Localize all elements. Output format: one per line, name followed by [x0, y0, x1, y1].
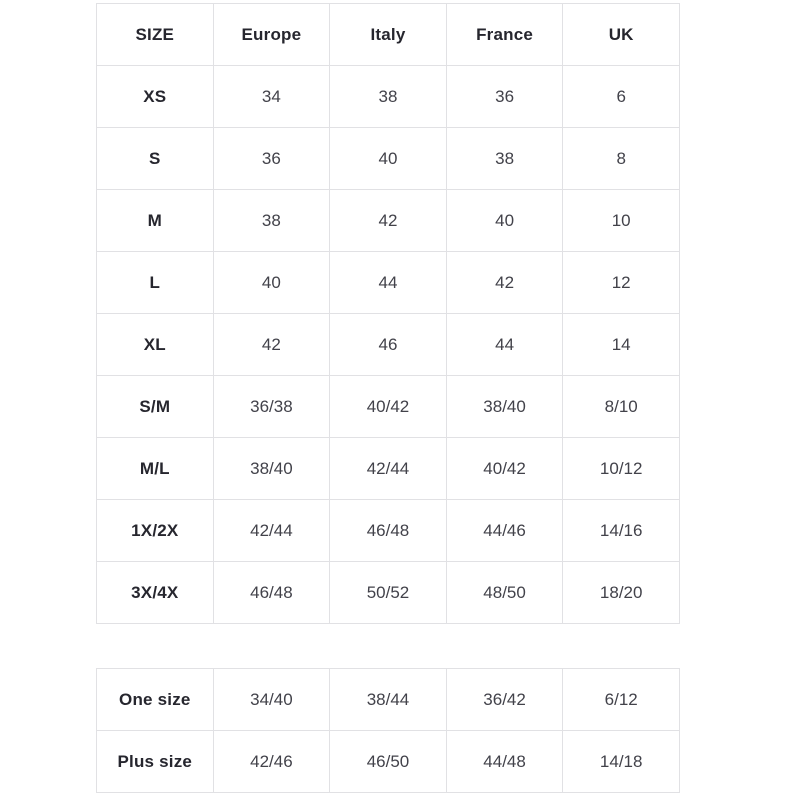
france-value: 40/42 — [446, 438, 563, 500]
table-row — [97, 252, 680, 314]
italy-value: 40/42 — [330, 376, 447, 438]
europe-value: 36 — [213, 128, 330, 190]
table-row — [97, 669, 680, 731]
table-row — [97, 314, 680, 376]
europe-value: 34/40 — [213, 669, 330, 731]
uk-value: 6 — [563, 66, 680, 128]
size-label: XS — [97, 66, 214, 128]
uk-value: 14 — [563, 314, 680, 376]
size-label: M/L — [97, 438, 214, 500]
france-value: 42 — [446, 252, 563, 314]
italy-value: 40 — [330, 128, 447, 190]
size-label: S/M — [97, 376, 214, 438]
column-header-europe: Europe — [213, 4, 330, 66]
table-row — [97, 731, 680, 793]
uk-value: 8 — [563, 128, 680, 190]
size-table — [96, 3, 680, 624]
uk-value: 18/20 — [563, 562, 680, 624]
size-label: XL — [97, 314, 214, 376]
europe-value: 42/44 — [213, 500, 330, 562]
size-label: Plus size — [97, 731, 214, 793]
italy-value: 50/52 — [330, 562, 447, 624]
italy-value: 44 — [330, 252, 447, 314]
table-row — [97, 128, 680, 190]
column-header-size: SIZE — [97, 4, 214, 66]
europe-value: 42/46 — [213, 731, 330, 793]
italy-value: 42/44 — [330, 438, 447, 500]
uk-value: 10/12 — [563, 438, 680, 500]
europe-value: 46/48 — [213, 562, 330, 624]
table-row — [97, 438, 680, 500]
header-row — [97, 4, 680, 66]
france-value: 36/42 — [446, 669, 563, 731]
europe-value: 42 — [213, 314, 330, 376]
uk-value: 8/10 — [563, 376, 680, 438]
table-row — [97, 376, 680, 438]
size-label: M — [97, 190, 214, 252]
size-label: S — [97, 128, 214, 190]
italy-value: 46/48 — [330, 500, 447, 562]
france-value: 44 — [446, 314, 563, 376]
uk-value: 14/18 — [563, 731, 680, 793]
uk-value: 10 — [563, 190, 680, 252]
europe-value: 40 — [213, 252, 330, 314]
italy-value: 46 — [330, 314, 447, 376]
table-row — [97, 190, 680, 252]
italy-value: 46/50 — [330, 731, 447, 793]
size-label: L — [97, 252, 214, 314]
uk-value: 14/16 — [563, 500, 680, 562]
table-row — [97, 500, 680, 562]
france-value: 44/46 — [446, 500, 563, 562]
uk-value: 6/12 — [563, 669, 680, 731]
france-value: 44/48 — [446, 731, 563, 793]
table-row — [97, 66, 680, 128]
column-header-italy: Italy — [330, 4, 447, 66]
column-header-france: France — [446, 4, 563, 66]
france-value: 48/50 — [446, 562, 563, 624]
france-value: 38/40 — [446, 376, 563, 438]
france-value: 36 — [446, 66, 563, 128]
size-label: 1X/2X — [97, 500, 214, 562]
italy-value: 38/44 — [330, 669, 447, 731]
size-label: 3X/4X — [97, 562, 214, 624]
column-header-uk: UK — [563, 4, 680, 66]
size-label: One size — [97, 669, 214, 731]
special-table — [96, 668, 680, 793]
special-sizes-table — [96, 668, 680, 793]
uk-value: 12 — [563, 252, 680, 314]
table-row — [97, 562, 680, 624]
italy-value: 42 — [330, 190, 447, 252]
france-value: 38 — [446, 128, 563, 190]
europe-value: 38 — [213, 190, 330, 252]
italy-value: 38 — [330, 66, 447, 128]
size-conversion-table — [96, 3, 680, 624]
france-value: 40 — [446, 190, 563, 252]
europe-value: 38/40 — [213, 438, 330, 500]
europe-value: 34 — [213, 66, 330, 128]
europe-value: 36/38 — [213, 376, 330, 438]
